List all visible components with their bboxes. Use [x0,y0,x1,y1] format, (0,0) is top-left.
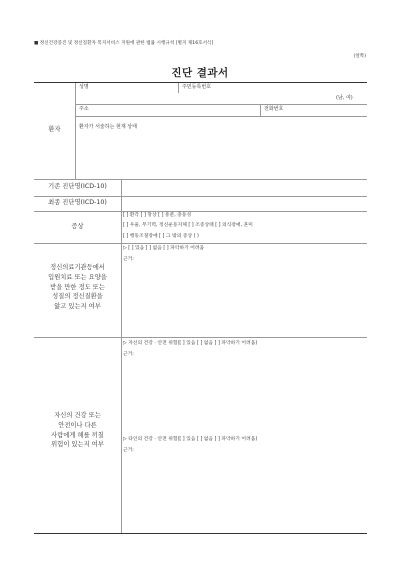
symptoms-label: 증상 [71,223,84,230]
diagnosis-form [34,82,367,534]
existing-diagnosis-label: 기존 진단명(ICD-10) [48,183,107,190]
phone-label: 전화번호 [264,106,284,112]
self-danger-basis-label: 근거: [123,352,134,357]
severity-options: ▷ [ ] 있음 [ ] 없음 [ ] 파악하기 어려움 [123,246,205,251]
rrn-label: 주민등록번호 [182,84,211,90]
self-danger-options: ▷ 자신의 건강 · 안전 위험([ ] 있음 [ ] 없음 [ ] 파악하기 어려움) [123,341,258,346]
symptoms-line-3: [ ] 행동조절장애 [ ] 그 밖의 증상 ( ) [123,234,199,239]
symptoms-line-1: [ ] 환각 [ ] 망상 [ ] 흥분, 충동성 [123,213,192,218]
severity-label: 정신의료기관등에서 입원치료 또는 요양을 받을 만한 정도 또는 성질의 정신질환을 앓고 있는지 여부 [48,264,107,310]
address-label: 주소 [79,106,89,112]
gender-note: (남, 여) [336,95,353,101]
page-side-note: (앞쪽) [353,54,366,59]
severity-basis-label: 근거: [123,257,134,262]
name-label: 성명 [79,84,89,90]
symptoms-line-2: [ ] 우울, 무기력, 정신운동지체 [ ] 조증상태 [ ] 의식장애, 혼미 [123,223,253,228]
danger-label: 자신의 건강 또는 안전이나 다른 사람에게 해를 끼칠 위험이 있는지 여부 [51,412,104,449]
other-danger-options: ▷ 타인의 건강 · 안전 위험([ ] 있음 [ ] 없음 [ ] 파악하기 어려움) [123,437,258,442]
form-title: 진단 결과서 [171,67,229,79]
patient-section-label: 환자 [48,126,61,133]
symptom-description-label: 환자가 서술하는 현재 상태 [79,124,137,130]
regulation-header: ■ 정신건강증진 및 정신질환자 복지서비스 지원에 관한 법률 시행규칙 [별지 제16호서식] [34,41,214,46]
other-danger-basis-label: 근거: [123,448,134,453]
final-diagnosis-label: 최종 진단명(ICD-10) [48,199,107,206]
